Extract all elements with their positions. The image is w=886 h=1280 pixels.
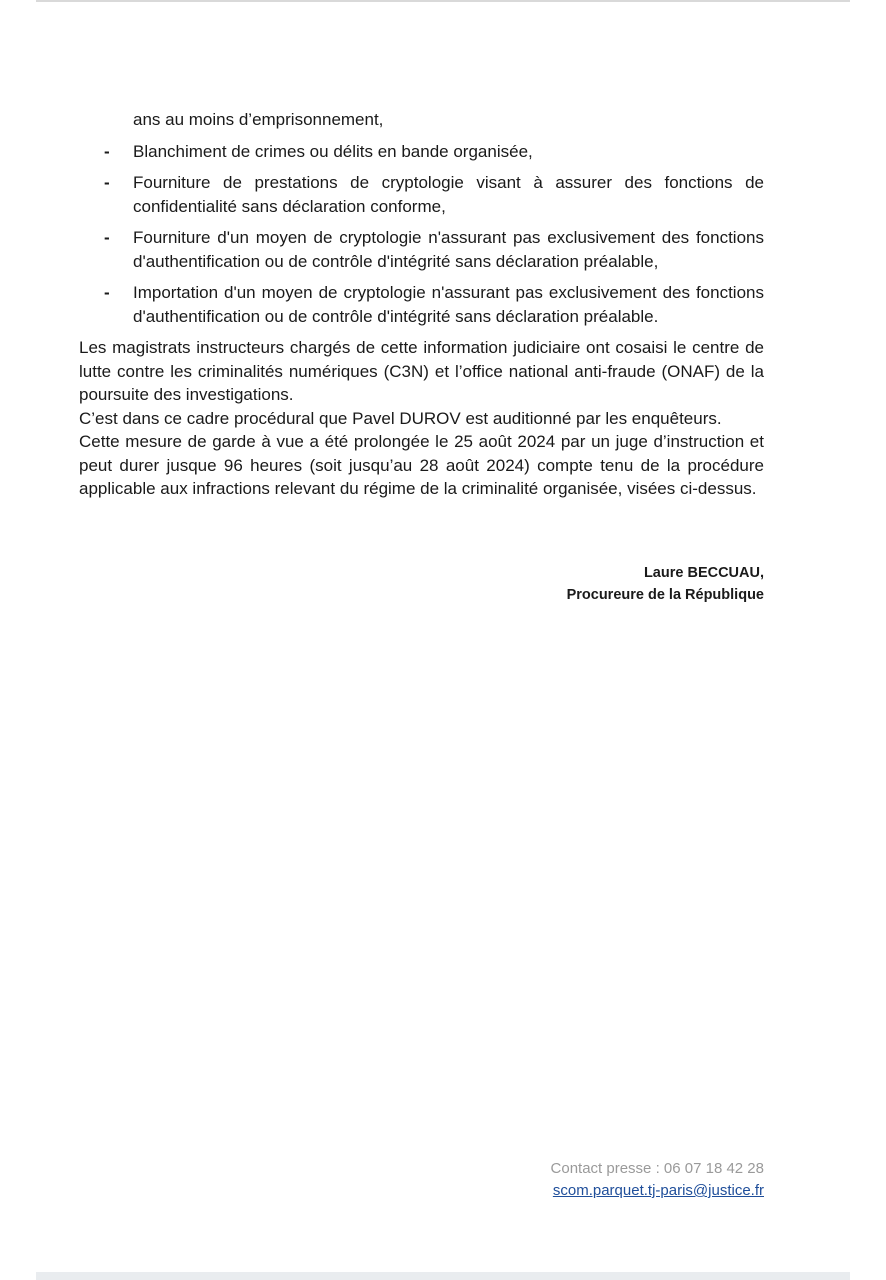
paragraph-custody: Cette mesure de garde à vue a été prolongée le 25 août 2024 par un juge d’instruction et peut durer jusque 96 heures (soit jusqu’au 28 août 2024) compte tenu de la procédure applicable aux infractions relevant du régime de la criminalité organisée, visées ci-dessus.	[79, 432, 764, 498]
bullet-dash: -	[104, 141, 110, 161]
continued-list-item: ans au moins d’emprisonnement,	[133, 110, 384, 129]
bullet-dash: -	[104, 173, 110, 192]
top-divider	[36, 0, 850, 2]
list-item-text: Fourniture d'un moyen de cryptologie n'assurant pas exclusivement des fonctions d'authentification ou de contrôle d'intégrité sans déclaration préalable,	[133, 228, 764, 271]
signature-name: Laure BECCUAU,	[643, 564, 764, 581]
bottom-divider	[36, 1272, 850, 1280]
paragraph-hearing: C’est dans ce cadre procédural que Pavel DUROV est auditionné par les enquêteurs.	[79, 408, 722, 428]
list-item	[79, 226, 764, 273]
signature-title: Procureure de la République	[566, 586, 764, 603]
paragraph-investigators: Les magistrats instructeurs chargés de cette information judiciaire ont cosaisi le centre de lutte contre les criminalités numériques (C3N) et l’office national anti-fraude (ONAF) de la poursuite des investigations.	[79, 338, 764, 404]
list-item	[79, 171, 764, 218]
offense-list	[79, 140, 764, 329]
list-item	[79, 281, 764, 328]
bullet-dash: -	[104, 283, 110, 302]
list-item-text: Importation d'un moyen de cryptologie n'assurant pas exclusivement des fonctions d'authentification ou de contrôle d'intégrité sans déclaration préalable.	[133, 283, 764, 326]
press-phone: Contact presse : 06 07 18 42 28	[550, 1160, 764, 1177]
bullet-dash: -	[104, 228, 110, 247]
list-item-text: Blanchiment de crimes ou délits en bande organisée,	[133, 141, 533, 161]
list-item	[79, 140, 764, 164]
list-item-text: Fourniture de prestations de cryptologie visant à assurer des fonctions de confidentialité sans déclaration conforme,	[133, 173, 764, 216]
document-body	[79, 108, 764, 606]
press-email-link[interactable]: scom.parquet.tj-paris@justice.fr	[552, 1182, 764, 1199]
signature-block	[79, 562, 764, 606]
press-contact	[551, 1158, 764, 1202]
